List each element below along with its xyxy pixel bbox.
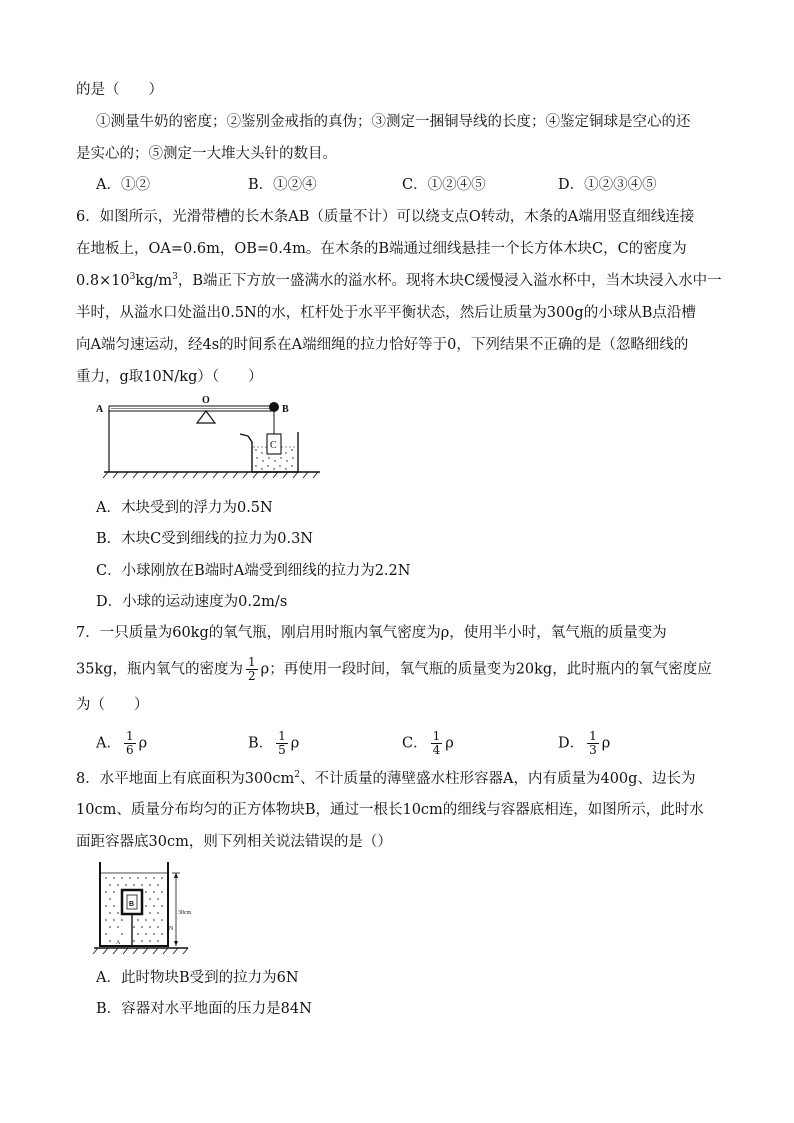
q6-label-c: C <box>270 440 277 451</box>
q5-option-c: C．①②④⑤ <box>402 177 486 193</box>
q6-line4: 半时，从溢水口处溢出0.5N的水，杠杆处于水平平衡状态，然后让质量为300g的小球从B点沿槽 <box>76 305 696 321</box>
q6-density-unit-exp: 3 <box>172 272 178 283</box>
q6-line1: 6．如图所示，光滑带槽的长木条AB（质量不计）可以绕支点O转动，木条的A端用竖直细线连接 <box>76 209 695 225</box>
q7-line1: 7．一只质量为60kg的氧气瓶，刚启用时瓶内氧气密度为ρ，使用半小时，氧气瓶的质量变为 <box>76 625 667 641</box>
q7-option-c: C． $\frac{1}{4}$ ρ <box>402 729 454 757</box>
q6-line3-rest: ，B端正下方放一盛满水的溢水杯。现将木块C缓慢浸入溢水杯中，当木块浸入水中一 <box>177 273 722 289</box>
q5-tail: 的是（ ） <box>76 82 163 98</box>
q8-area-exp: 2 <box>294 770 301 781</box>
q6-option-d: D．小球的运动速度为0.2m/s <box>96 594 288 610</box>
q5-option-d: D．①②③④⑤ <box>558 177 657 193</box>
q6-label-a: A <box>96 404 104 415</box>
q6-line6: 重力，g取10N/kg）（ ） <box>76 369 263 385</box>
q6-density-value: 0.8×10 <box>76 273 130 289</box>
q6-option-a: A．木块受到的浮力为0.5N <box>96 500 273 516</box>
q7-option-a: A． $\frac{1}{6}$ ρ <box>96 729 148 757</box>
q8-label-side: N <box>169 926 174 932</box>
q6-line3 <box>76 271 722 291</box>
q8-label-height: 30cm <box>178 910 192 916</box>
q6-cup-spout <box>240 434 248 436</box>
q5-items-line2: 是实心的；⑤测定一大堆大头针的数目。 <box>76 146 337 162</box>
q8-container-figure <box>92 860 212 956</box>
q5-items-line1: ①测量牛奶的密度；②鉴别金戒指的真伪；③测定一捆铜导线的长度；④鉴定铜球是空心的还 <box>96 114 691 130</box>
q8-line1-start: 8．水平地面上有底面积为300cm <box>76 771 295 787</box>
q6-ground-hatch <box>103 472 318 478</box>
q8-label-a: A <box>116 940 121 946</box>
q8-line2: 10cm、质量分布均匀的正方体物块B，通过一根长10cm的细线与容器底相连，如图所示，此时水 <box>76 802 704 818</box>
q6-ball <box>269 402 279 412</box>
q6-label-o: O <box>202 395 210 406</box>
q8-label-b: B <box>129 901 135 908</box>
q5-option-b: B．①②④ <box>248 177 317 193</box>
q8-line1 <box>76 769 695 789</box>
q6-line5: 向A端匀速运动，经4s的时间系在A端细绳的拉力恰好等于0，下列结果不正确的是（忽略细线的 <box>76 337 689 353</box>
q8-option-a: A．此时物块B受到的拉力为6N <box>96 970 299 986</box>
q6-density-unit: kg/m <box>135 273 173 289</box>
q8-line3: 面距容器底30cm，则下列相关说法错误的是（） <box>76 834 392 850</box>
q6-line2: 在地板上，OA=0.6m，OB=0.4m。在木条的B端通过细线悬挂一个长方体木块C，C的密度为 <box>76 241 687 257</box>
q6-option-c: C．小球刚放在B端时A端受到细线的拉力为2.2N <box>96 563 411 579</box>
q8-ground-hatch <box>93 948 188 954</box>
q8-height-arrow-top <box>174 873 178 878</box>
q8-height-arrow-bottom <box>174 941 178 946</box>
q7-half-fraction: $\frac{1}{2}$ <box>248 655 256 683</box>
q8-line1-end: 、不计质量的薄壁盛水柱形容器A，内有质量为400g、边长为 <box>300 771 696 787</box>
q7-line2-start: 35kg，瓶内氧气的密度为 <box>76 661 244 678</box>
q6-density-exp: 3 <box>129 272 136 283</box>
q6-lever-figure <box>92 392 322 480</box>
q7-line2-end: ρ；再使用一段时间，氧气瓶的质量变为20kg，此时瓶内的氧气密度应 <box>260 661 712 678</box>
q7-option-d: D． $\frac{1}{3}$ ρ <box>558 729 611 757</box>
q7-line2 <box>76 656 712 683</box>
q5-option-a: A．①② <box>96 177 150 193</box>
q6-label-b: B <box>282 404 289 415</box>
q7-line3: 为（ ） <box>76 697 149 713</box>
q7-option-b: B． $\frac{1}{5}$ ρ <box>248 729 300 757</box>
q6-fulcrum <box>197 411 215 423</box>
q6-option-b: B．木块C受到细线的拉力为0.3N <box>96 531 313 547</box>
q8-option-b: B．容器对水平地面的压力是84N <box>96 1001 312 1017</box>
